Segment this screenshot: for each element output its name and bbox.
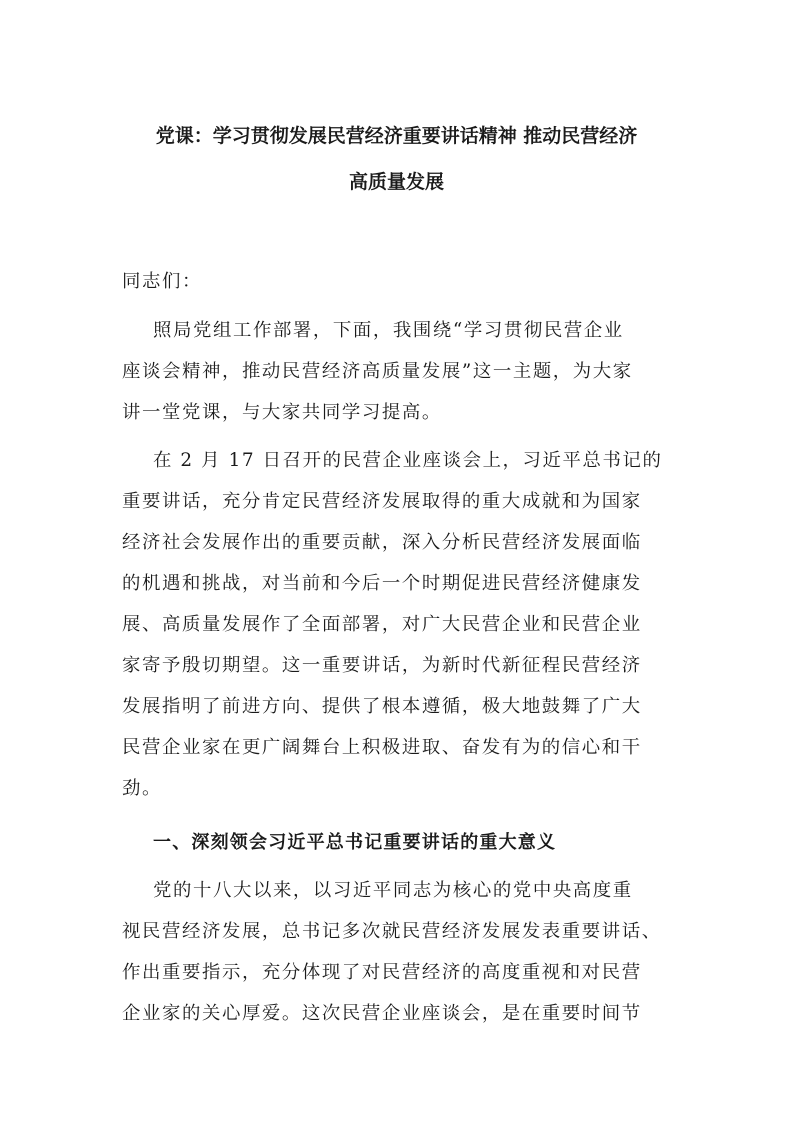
salutation: 同志们： [122,271,202,292]
document-title-line-2: 高质量发展 [348,171,444,193]
paragraph-3-line: 企业家的关心厚爱。这次民营企业座谈会，是在重要时间节 [122,1003,642,1024]
paragraph-1-line: 照局党组工作部署，下面，我围绕“学习贯彻民营企业 [153,320,624,341]
paragraph-3-line: 视民营经济发展，总书记多次就民营经济发展发表重要讲话、 [122,921,662,942]
paragraph-2-line: 民营企业家在更广阔舞台上积极进取、奋发有为的信心和干 [122,737,642,758]
paragraph-1-line: 座谈会精神，推动民营经济高质量发展”这一主题，为大家 [122,361,633,382]
paragraph-2-line: 劲。 [122,778,162,799]
paragraph-3-line: 党的十八大以来，以习近平同志为核心的党中央高度重 [153,880,633,901]
paragraph-2-line: 发展指明了前进方向、提供了根本遵循，极大地鼓舞了广大 [122,696,642,717]
paragraph-2-line: 的机遇和挑战，对当前和今后一个时期促进民营经济健康发 [122,573,642,594]
paragraph-2-line: 经济社会发展作出的重要贡献，深入分析民营经济发展面临 [122,532,642,553]
paragraph-2-line: 重要讲话，充分肯定民营经济发展取得的重大成就和为国家 [122,491,642,512]
paragraph-2-line: 在 2 月 17 日召开的民营企业座谈会上，习近平总书记的 [153,450,663,471]
section-1-heading: 一、深刻领会习近平总书记重要讲话的重大意义 [153,832,557,853]
paragraph-3-line: 作出重要指示，充分体现了对民营经济的高度重视和对民营 [122,962,642,983]
paragraph-1-line: 讲一堂党课，与大家共同学习提高。 [122,402,442,423]
paragraph-2-line: 展、高质量发展作了全面部署，对广大民营企业和民营企业 [122,614,642,635]
paragraph-2-line: 家寄予殷切期望。这一重要讲话，为新时代新征程民营经济 [122,655,642,676]
document-title-line-1: 党课：学习贯彻发展民营经济重要讲话精神 推动民营经济 [155,125,638,147]
